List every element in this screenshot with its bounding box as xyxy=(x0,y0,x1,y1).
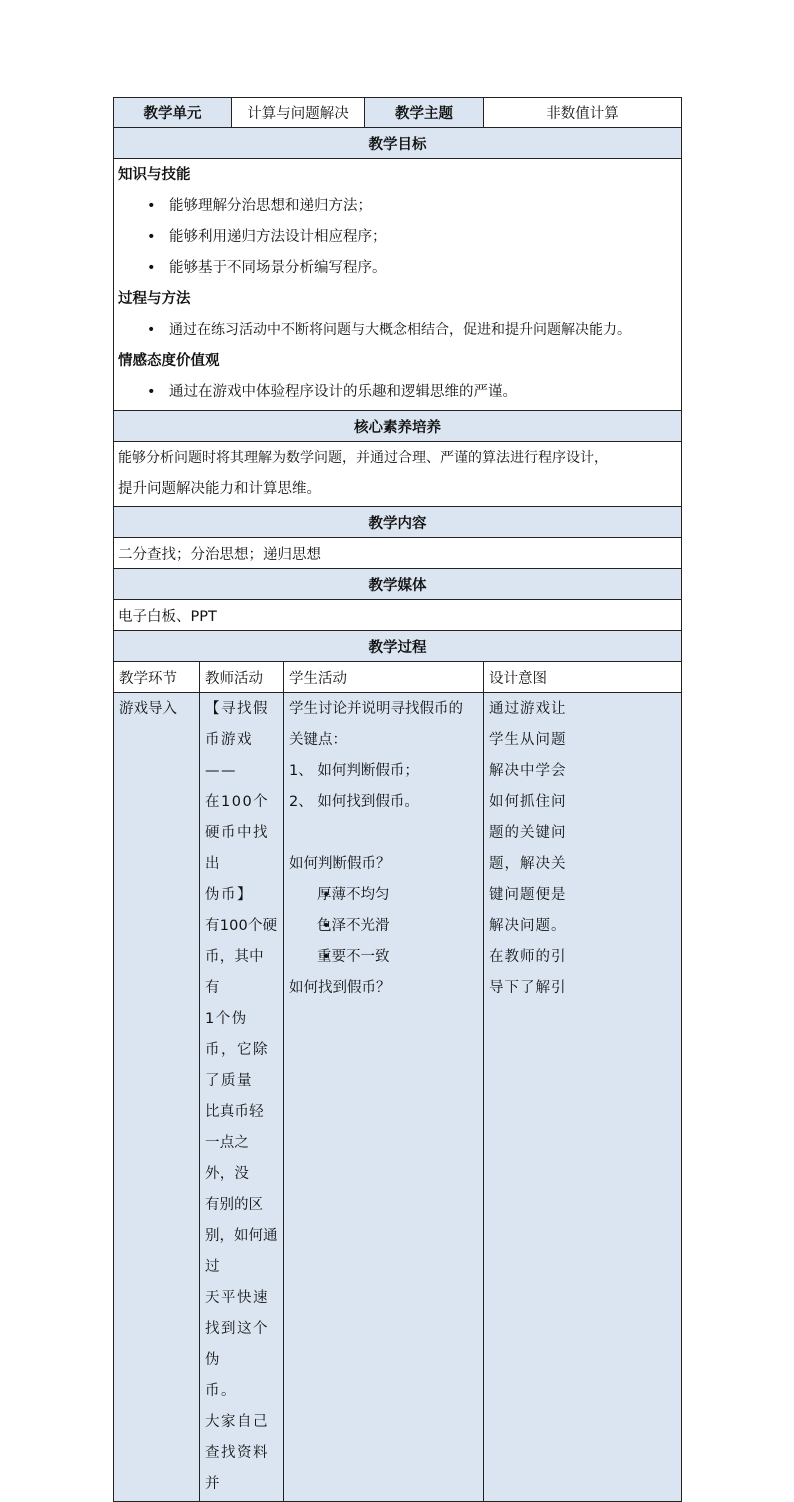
knowledge-label: 知识与技能 xyxy=(118,167,191,183)
content-row xyxy=(114,538,682,569)
objectives-row xyxy=(114,159,682,411)
knowledge-item: • 能够基于不同场景分析编写程序。 xyxy=(114,253,681,284)
teacher-line: 大家自己查找资料并 xyxy=(205,1414,269,1492)
objectives-title: 教学目标 xyxy=(114,128,682,159)
teacher-cell xyxy=(200,693,284,1502)
intent-line: 题的关键问 xyxy=(489,825,567,841)
media-title: 教学媒体 xyxy=(114,569,682,600)
student-line: 关键点： xyxy=(289,732,347,748)
stage-text: 游戏导入 xyxy=(119,701,177,717)
unit-label: 教学单元 xyxy=(114,98,232,128)
media-row xyxy=(114,600,682,631)
col-student: 学生活动 xyxy=(284,662,484,693)
teacher-line: 【寻找假币游戏—— xyxy=(205,701,269,779)
intent-line: 解决中学会 xyxy=(489,763,567,779)
media-title-row xyxy=(114,569,682,600)
process-title-row xyxy=(114,631,682,662)
student-bullet: • 色泽不光滑 xyxy=(289,911,478,942)
content-text: 二分查找；分治思想；递归思想 xyxy=(114,538,682,569)
unit-value: 计算与问题解决 xyxy=(232,98,365,128)
header-row xyxy=(114,98,682,128)
student-line: 1、 如何判断假币； xyxy=(289,763,419,779)
intent-line: 如何抓住问 xyxy=(489,794,567,810)
lesson-plan xyxy=(113,97,681,1502)
student-line: 如何找到假币？ xyxy=(289,980,391,996)
student-line: 学生讨论并说明寻找假币的 xyxy=(289,701,463,717)
intent-line: 解决问题。 xyxy=(489,918,567,934)
intent-line: 通过游戏让 xyxy=(489,701,567,717)
theme-label: 教学主题 xyxy=(365,98,484,128)
media-text: 电子白板、PPT xyxy=(114,600,682,631)
literacy-title: 核心素养培养 xyxy=(114,411,682,442)
process-label: 过程与方法 xyxy=(118,291,191,307)
process-header-row xyxy=(114,662,682,693)
col-teacher: 教师活动 xyxy=(200,662,284,693)
process-row xyxy=(114,693,682,1502)
student-cell xyxy=(284,693,484,1502)
emotion-item: • 通过在游戏中体验程序设计的乐趣和逻辑思维的严谨。 xyxy=(114,377,681,408)
knowledge-item: • 能够利用递归方法设计相应程序； xyxy=(114,222,681,253)
teacher-line: 有别的区别，如何通过 xyxy=(205,1197,278,1275)
intent-line: 学生从问题 xyxy=(489,732,567,748)
teacher-line: 天平快速找到这个伪 xyxy=(205,1290,269,1368)
teacher-line: 伪币】 xyxy=(205,887,253,903)
student-bullet: • 重要不一致 xyxy=(289,942,478,973)
student-line: 如何判断假币？ xyxy=(289,856,391,872)
stage-cell xyxy=(114,693,200,1502)
literacy-title-row xyxy=(114,411,682,442)
literacy-line: 提升问题解决能力和计算思维。 xyxy=(118,481,321,497)
intent-line: 题，解决关 xyxy=(489,856,567,872)
intent-line: 在教师的引 xyxy=(489,949,567,965)
content-title: 教学内容 xyxy=(114,507,682,538)
col-stage: 教学环节 xyxy=(114,662,200,693)
lesson-plan-table xyxy=(113,97,682,1502)
teacher-line: 币。 xyxy=(205,1383,237,1399)
content-title-row xyxy=(114,507,682,538)
teacher-line: 在100个硬币中找出 xyxy=(205,794,270,872)
student-line: 2、 如何找到假币。 xyxy=(289,794,419,810)
knowledge-item: • 能够理解分治思想和递归方法； xyxy=(114,191,681,222)
teacher-line: 比真币轻一点之外，没 xyxy=(205,1104,264,1182)
objectives-title-row xyxy=(114,128,682,159)
col-intent: 设计意图 xyxy=(484,662,682,693)
literacy-row xyxy=(114,442,682,507)
process-item: • 通过在练习活动中不断将问题与大概念相结合，促进和提升问题解决能力。 xyxy=(114,315,681,346)
teacher-line: 有100个硬币，其中有 xyxy=(205,918,278,996)
theme-value: 非数值计算 xyxy=(484,98,682,128)
intent-line: 键问题便是 xyxy=(489,887,567,903)
intent-cell xyxy=(484,693,682,1502)
student-bullet: • 厚薄不均匀 xyxy=(289,880,478,911)
process-title: 教学过程 xyxy=(114,631,682,662)
emotion-label: 情感态度价值观 xyxy=(118,353,220,369)
teacher-line: 1个伪币，它除了质量 xyxy=(205,1011,269,1089)
literacy-line: 能够分析问题时将其理解为数学问题，并通过合理、严谨的算法进行程序设计， xyxy=(118,450,608,466)
student-line xyxy=(289,818,478,849)
intent-line: 导下了解引 xyxy=(489,980,567,996)
